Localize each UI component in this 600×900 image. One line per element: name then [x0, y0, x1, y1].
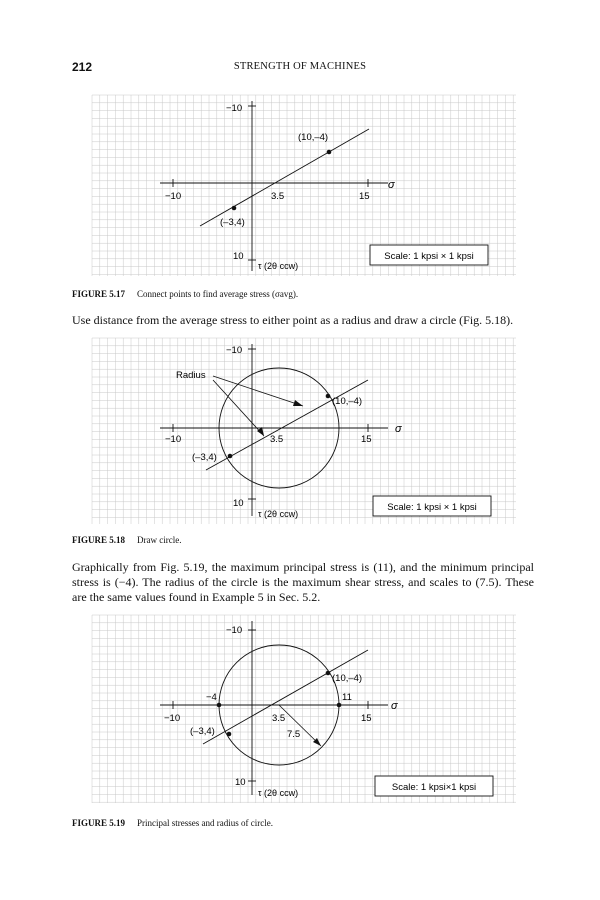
label-radius: Radius [176, 370, 206, 381]
label-max-principal: 11 [342, 692, 352, 703]
label-10-bottom: 10 [233, 251, 244, 262]
mohr-plot-5-18 [88, 336, 520, 526]
label-15: 15 [359, 191, 370, 202]
label-point-neg3-4: (–3,4) [192, 452, 217, 463]
label-avg-stress: 3.5 [272, 713, 286, 724]
label-neg10-top: −10 [226, 345, 243, 356]
label-point-10-neg4: (10,–4) [332, 673, 363, 684]
point-max-principal [337, 703, 342, 708]
running-head: STRENGTH OF MACHINES [233, 61, 367, 72]
point-neg3-4 [227, 732, 232, 737]
label-tau: τ (2θ ccw) [258, 788, 299, 798]
label-sigma: σ [391, 700, 398, 712]
caption-5-18 [72, 535, 182, 545]
connecting-line [200, 129, 369, 226]
grid [92, 615, 516, 803]
label-point-neg3-4: (–3,4) [220, 217, 245, 228]
point-10-neg4 [326, 394, 331, 399]
label-point-10-neg4: (10,–4) [298, 132, 329, 143]
label-point-neg3-4: (–3,4) [190, 726, 215, 737]
figure-5-18 [88, 336, 520, 526]
scale-label: Scale: 1 kpsi × 1 kpsi [387, 502, 477, 513]
caption-label: FIGURE 5.17 [72, 289, 126, 299]
label-neg10-left: −10 [165, 434, 182, 445]
radius-leader-1 [213, 376, 303, 406]
label-tau: τ (2θ ccw) [258, 261, 299, 271]
label-15: 15 [361, 713, 372, 724]
paragraph-2: Graphically from Fig. 5.19, the maximum principal stress is (11), and the minimum principal stress is (−4). The radius of the circle is the maximum shear stress, and scales to (7.5). These are the same values found in Example 5 in Sec. 5.2. [72, 560, 534, 604]
label-point-10-neg4: (10,–4) [332, 396, 363, 407]
figure-5-17 [88, 93, 520, 278]
label-radius-value: 7.5 [287, 729, 301, 740]
point-neg3-4 [232, 206, 237, 211]
label-15: 15 [361, 434, 372, 445]
label-neg10-left: −10 [164, 713, 181, 724]
caption-text: Draw circle. [137, 535, 182, 545]
figure-5-19 [88, 613, 520, 805]
label-neg10-top: −10 [226, 103, 243, 114]
caption-5-19 [72, 818, 273, 828]
caption-label: FIGURE 5.19 [72, 818, 126, 828]
scale-label: Scale: 1 kpsi×1 kpsi [391, 782, 477, 793]
label-avg-stress: 3.5 [270, 434, 284, 445]
point-min-principal [217, 703, 222, 708]
caption-5-17 [72, 289, 298, 299]
point-neg3-4 [228, 454, 233, 459]
radius-arrow-1 [293, 400, 303, 406]
mohr-plot-5-19 [88, 613, 520, 805]
label-min-principal: −4 [206, 692, 217, 703]
caption-label: FIGURE 5.18 [72, 535, 126, 545]
label-neg10-top: −10 [226, 625, 243, 636]
label-10-bottom: 10 [235, 777, 246, 788]
label-neg10-left: −10 [165, 191, 182, 202]
paragraph-1: Use distance from the average stress to either point as a radius and draw a circle (Fig. 5.18). [72, 313, 514, 327]
point-10-neg4 [326, 671, 331, 676]
label-sigma: σ [388, 179, 395, 191]
label-avg-stress: 3.5 [271, 191, 285, 202]
page-number: 212 [72, 60, 93, 74]
point-10-neg4 [327, 150, 332, 155]
caption-text: Connect points to find average stress (σavg). [137, 289, 299, 299]
label-10-bottom: 10 [233, 498, 244, 509]
label-tau: τ (2θ ccw) [258, 509, 299, 519]
label-sigma: σ [395, 423, 402, 435]
caption-text: Principal stresses and radius of circle. [137, 818, 273, 828]
scale-label: Scale: 1 kpsi × 1 kpsi [384, 251, 474, 262]
mohr-plot-5-17 [88, 93, 520, 278]
